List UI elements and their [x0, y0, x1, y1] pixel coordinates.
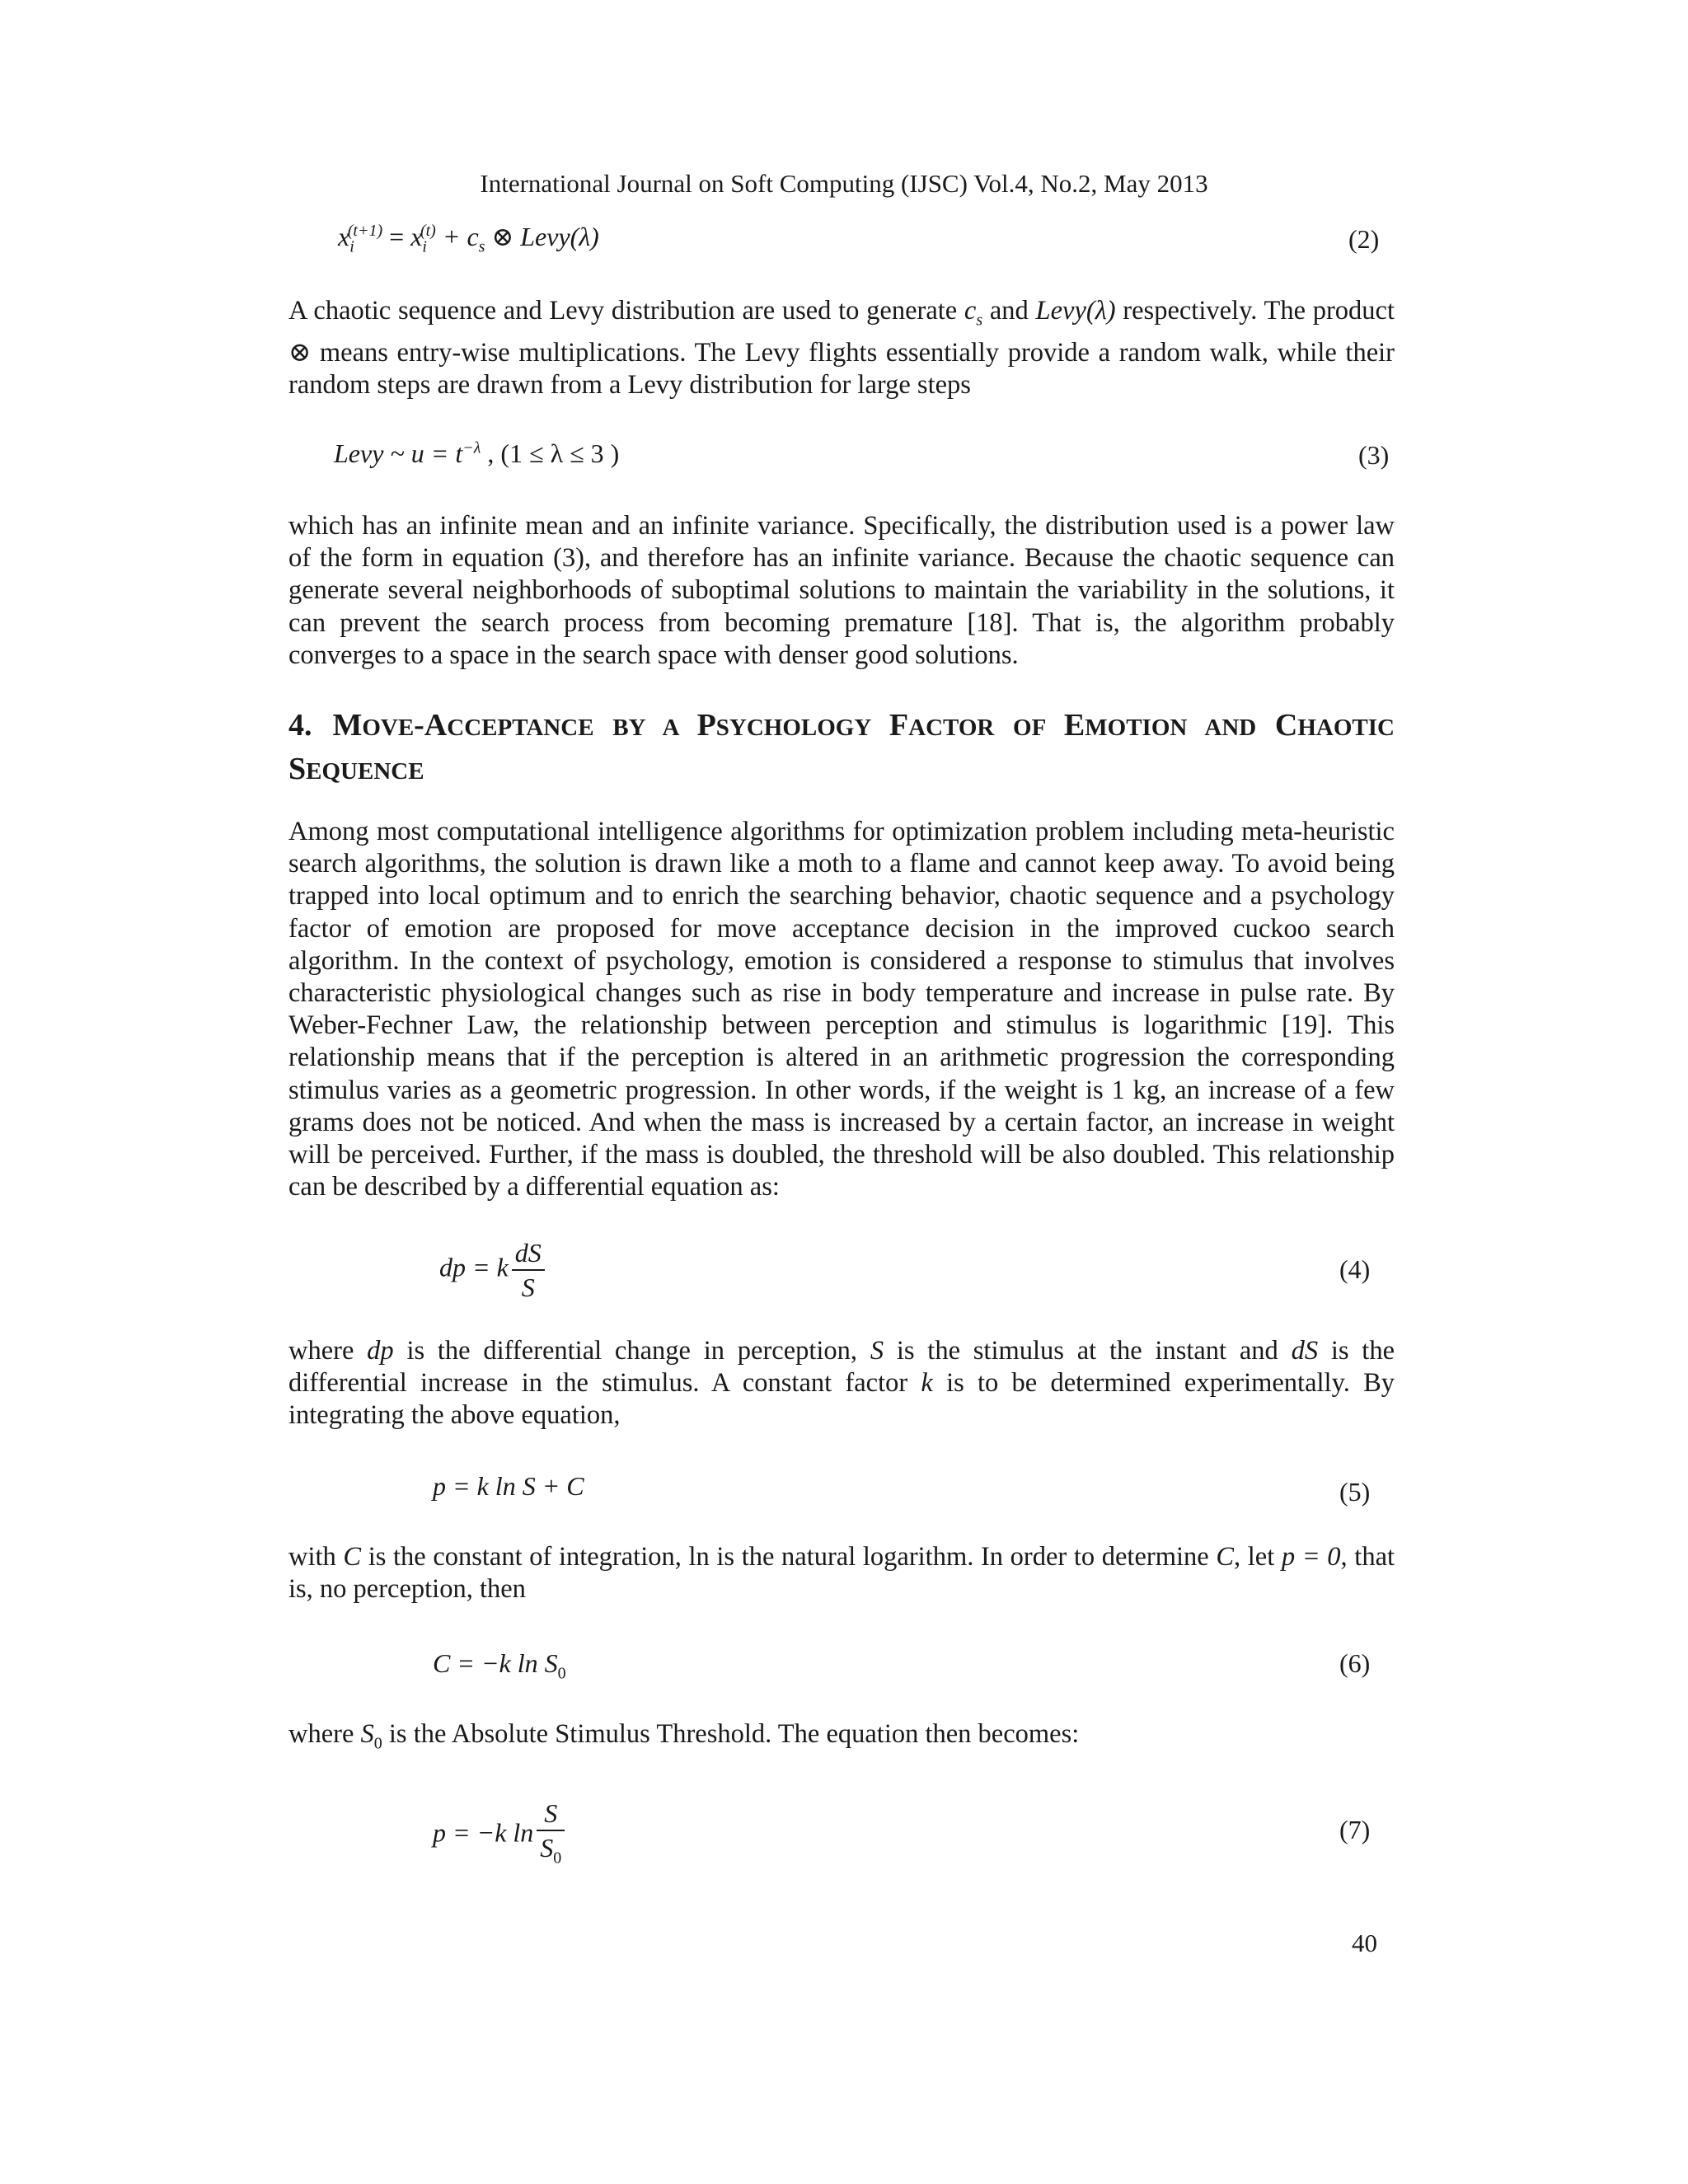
equation-2: $x_i^{(t+1)} = x_i^{(t)} + c_s$ ⊗ Levy(λ) — [338, 222, 599, 256]
paragraph-2: which has an infinite mean and an infinite variance. Specifically, the distribution used is a power law of the form in equation (3), and therefore has an infinite variance. Because the chaotic sequence can generate several neighborhoods of suboptimal solutions to maintain the variability in the solutions, it can prevent the search process from becoming premature [18]. That is, the algorithm probably converges to a space in the search space with denser good solutions. — [288, 511, 1395, 670]
equation-number-4: (4) — [1339, 1254, 1371, 1284]
equation-5: p = k ln S + C — [433, 1471, 584, 1501]
equation-number-5: (5) — [1339, 1477, 1371, 1507]
paragraph-4: where dp is the differential change in perception, S is the stimulus at the instant and dS is the differential increase in the stimulus. A constant factor k is to be determined experimentally. By integrating the above equation, — [288, 1336, 1395, 1431]
equation-number-3: (3) — [1358, 440, 1390, 470]
fraction: $\frac{S}{S_0}$ — [537, 1797, 565, 1874]
page-number: 40 — [1352, 1929, 1377, 1957]
equation-number-2: (2) — [1348, 224, 1380, 254]
equation-3: Levy ~ $u = t^{-\lambda}$ , (1 ≤ λ ≤ 3 ) — [334, 438, 620, 468]
equation-6: C = −k $\ln S_0$ — [433, 1648, 566, 1683]
paragraph-5: with C is the constant of integration, ln is the natural logarithm. In order to determine C, let p = 0, that is, no perception, then — [288, 1542, 1395, 1605]
section-4-heading: 4. MOVE-ACCEPTANCE BY A PSYCHOLOGY FACTOR OF EMOTION AND CHAOTIC SEQUENCE — [288, 708, 1395, 786]
paragraph-1: A chaotic sequence and Levy distribution are used to generate $c_s$ and Levy(λ) respectively. The product ⊗ means entry-wise multiplications. The Levy flights essentially provide a random walk, while their random steps are drawn from a Levy distribution for large steps — [288, 296, 1395, 400]
equation-number-7: (7) — [1339, 1815, 1371, 1844]
paragraph-3: Among most computational intelligence algorithms for optimization problem including meta-heuristic search algorithms, the solution is drawn like a moth to a flame and cannot keep away. To avoid being trapped into local optimum and to enrich the searching behavior, chaotic sequence and a psychology factor of emotion are proposed for move acceptance decision in the improved cuckoo search algorithm. In the context of psychology, emotion is considered a response to stimulus that involves characteristic physiological changes such as rise in body temperature and increase in pulse rate. By Weber-Fechner Law, the relationship between perception and stimulus is logarithmic [19]. This relationship means that if the perception is altered in an arithmetic progression the corresponding stimulus varies as a geometric progression. In other words, if the weight is 1 kg, an increase of a few grams does not be noticed. And when the mass is increased by a certain factor, an increase in weight will be perceived. Further, if the mass is doubled, the threshold will be also doubled. This relationship can be described by a differential equation as: — [288, 817, 1395, 1202]
equation-7: p = −k ln $\frac{S}{S_0}$ — [433, 1797, 568, 1874]
paragraph-6: where $S_0$ is the Absolute Stimulus Threshold. The equation then becomes: — [288, 1719, 1080, 1753]
equation-4: dp = k $\frac{dS}{S}$ — [439, 1236, 548, 1304]
equation-number-6: (6) — [1339, 1648, 1371, 1678]
journal-header: International Journal on Soft Computing (IJSC) Vol.4, No.2, May 2013 — [480, 169, 1208, 198]
fraction: $\frac{dS}{S}$ — [512, 1236, 545, 1304]
